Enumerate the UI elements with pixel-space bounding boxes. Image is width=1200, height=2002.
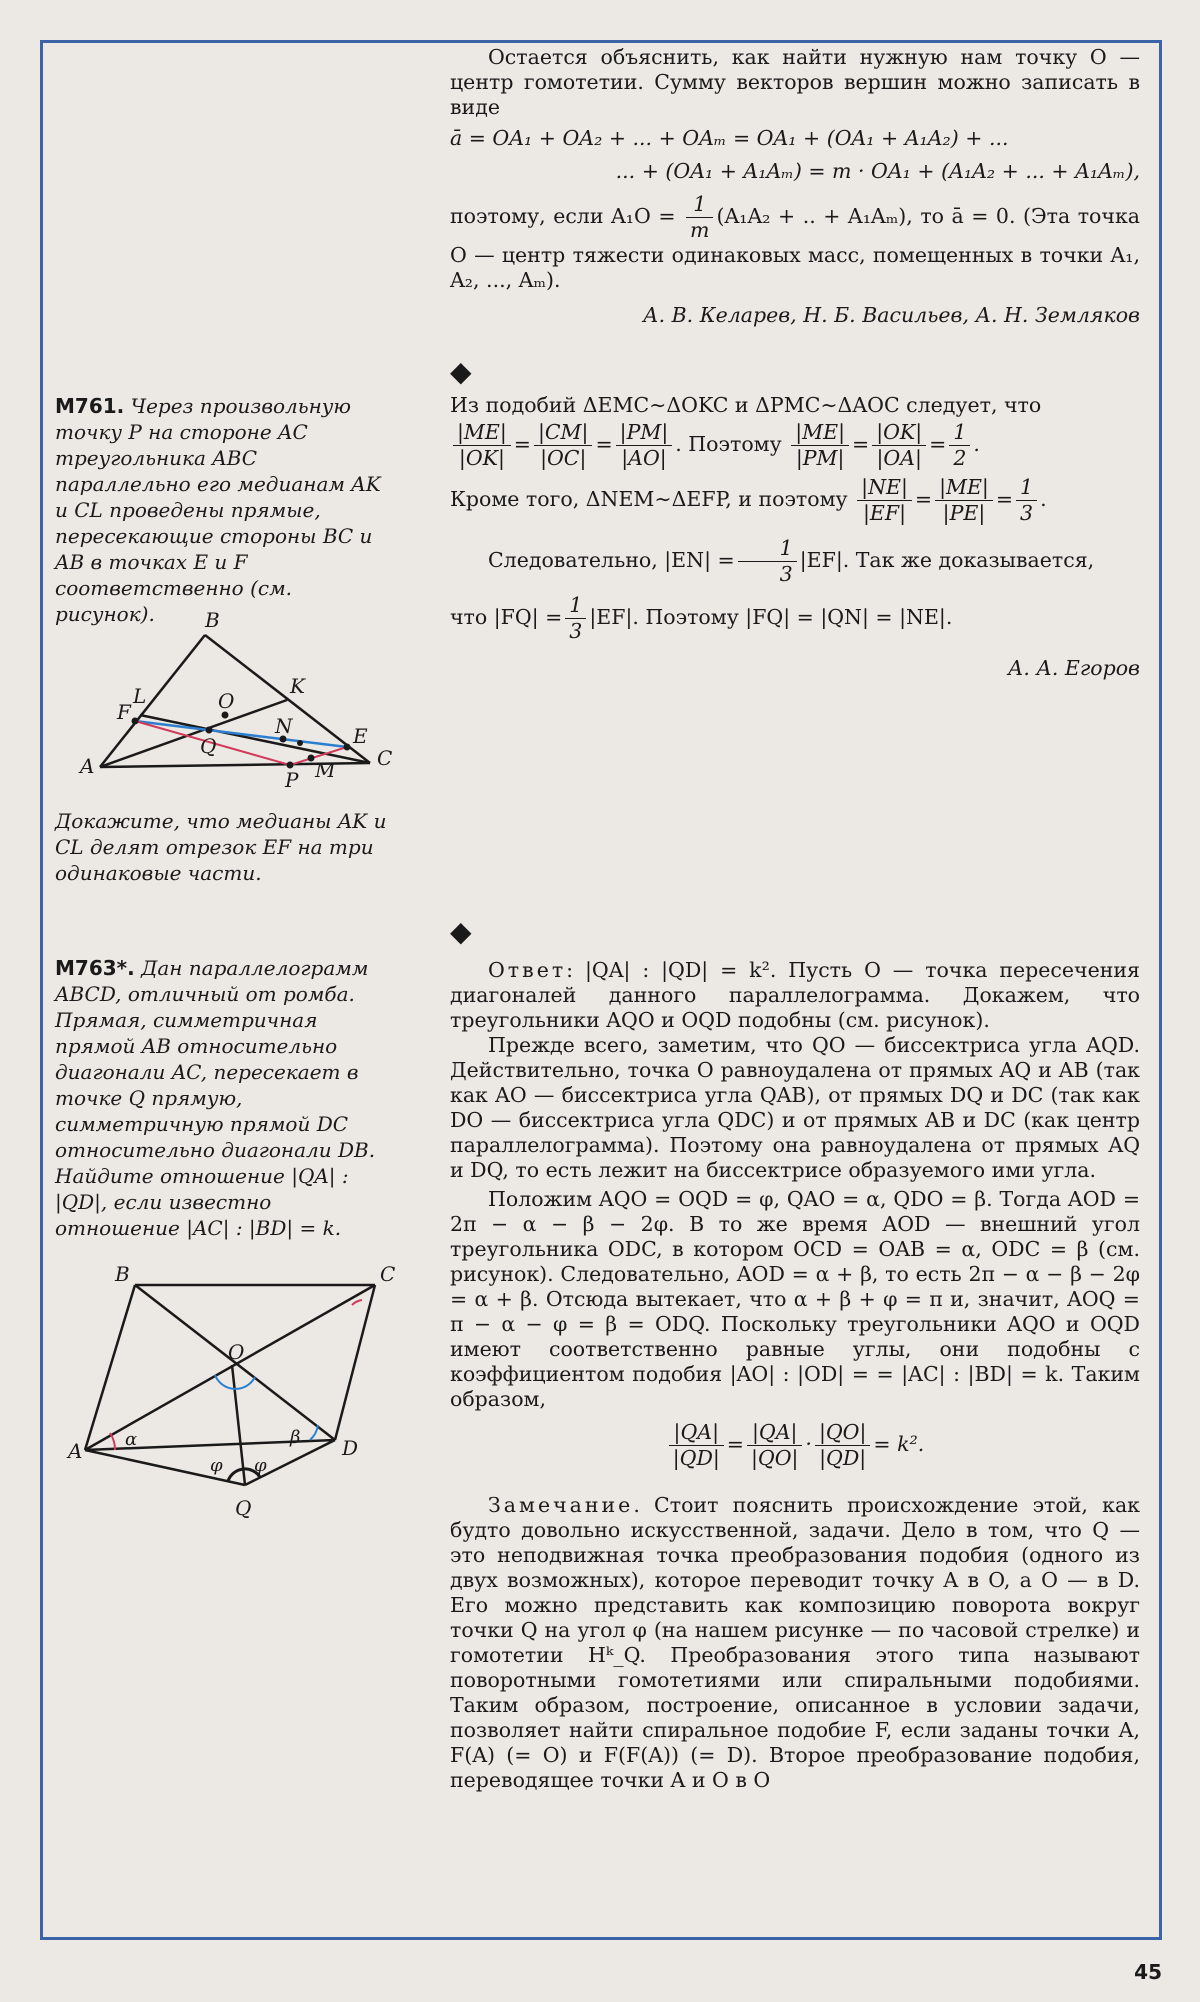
m763-answer: Ответ: |QA| : |QD| = k². Пусть O — точка пересечения диагоналей данного параллелограмма. Докажем, что треугольники AQO и OQD подобны (см. рисунок). (450, 958, 1140, 1032)
top-authors: А. В. Келарев, Н. Б. Васильев, А. Н. Земляков (643, 303, 1140, 327)
m761-sol-2: Кроме того, ΔNEM∼ΔEFP, и поэтому $\frac{|NE|}{|EF|}$ = $\frac{|ME|}{|PE|}$ = $\frac{1}{3}$ . (450, 475, 1047, 525)
m761-sol-4: что |FQ| = $\frac{1}{3}$ |EF|. Поэтому |FQ| = |QN| = |NE|. (450, 593, 953, 643)
equation-2: ... + (OA₁ + A₁Aₘ) = m · OA₁ + (A₁A₂ + ... + A₁Aₘ), (615, 159, 1140, 183)
m761-figure (75, 605, 415, 790)
svg-text:F: F (117, 700, 131, 724)
m763-text: Дан параллелограмм ABCD, отличный от ромба. Прямая, симметричная прямой AB относительно диагонали AC, пересекает в точке Q прямую, симметричную прямой DC относительно диагонали DB. Найдите отношение |QA| : |QD|, если известно отношение |AC| : |BD| = k. (55, 956, 376, 1240)
equation-1: ā = OA₁ + OA₂ + ... + OAₘ = OA₁ + (OA₁ + A₁A₂) + ... (450, 126, 1009, 150)
diamond-marker: ◆ (450, 355, 472, 388)
p2-start: поэтому, если A₁O = (450, 204, 684, 228)
svg-text:Q: Q (235, 1496, 252, 1520)
svg-text:φ: φ (254, 1455, 267, 1476)
m763-final-ratio: $\frac{|QA|}{|QD|}$ = $\frac{|QA|}{|QO|}$ · $\frac{|QO|}{|QD|}$ = k². (450, 1420, 1140, 1471)
m763-remark: Замечание. Стоит пояснить происхождение этой, как будто довольно искусственной, задачи. Дело в том, что Q — это неподвижная точка преобразования подобия (одного из двух возможных), которое переводит точку A в O, а O — в D. Его можно представить как композицию поворота вокруг точки Q на угол φ (на нашем рисунке — по часовой стрелке) и гомотетии Hᵏ_Q. Преобразования этого типа называют поворотными гомотетиями или спиральными подобиями. Таким образом, построение, описанное в условии задачи, позволяет найти спиральное подобие F, если заданы точки A, F(A) (= O) и F(F(A)) (= D). Второе преобразование подобия, переводящее точки A и O в O (450, 1493, 1140, 1792)
svg-text:N: N (275, 714, 293, 738)
svg-text:φ: φ (210, 1455, 223, 1476)
problem-m761 (55, 393, 397, 627)
m761-after: Докажите, что медианы AK и CL делят отрезок EF на три одинаковые части. (55, 809, 387, 885)
svg-text:K: K (290, 674, 305, 698)
svg-text:A: A (68, 1439, 83, 1463)
m761-id: М761. (55, 394, 125, 418)
svg-text:P: P (285, 768, 299, 792)
svg-text:β: β (290, 1427, 301, 1448)
m763-figure (68, 1262, 420, 1530)
svg-text:Q: Q (200, 734, 217, 758)
m761-text: Через произвольную точку P на стороне AC треугольника ABC параллельно его медианам AK и CL проведены прямые, пересекающие стороны BC и AB в точках E и F соответственно (см. рисунок). (55, 394, 381, 626)
m761-solution (450, 393, 1140, 681)
top-solution (450, 45, 1140, 328)
p2-end: (A₁A₂ + .. + A₁Aₘ), то ā = 0. (Эта точка O — центр тяжести одинаковых масс, помещенных в точки A₁, A₂, ..., Aₘ). (450, 204, 1140, 292)
m761-ratio-line: $\frac{|ME|}{|OK|}$ = $\frac{|CM|}{|OC|}$ = $\frac{|PM|}{|AO|}$ . Поэтому $\frac{|ME|}{|PM|}$ = $\frac{|OK|}{|OA|}$ = $\frac{1}{2}$ . (450, 420, 1140, 471)
m763-p2: Прежде всего, заметим, что QO — биссектриса угла AQD. Действительно, точка O равноудалена от прямых AQ и AB (так как AO — биссектриса угла QAB), от прямых DQ и DC (так как DO — биссектриса угла QDC) и от прямых AB и DC (как центр параллелограмма). Поэтому она равноудалена от прямых AQ и DQ, то есть лежит на биссектрисе образуемого ими угла. (450, 1033, 1140, 1182)
svg-text:O: O (218, 689, 235, 713)
svg-text:L: L (133, 684, 147, 708)
svg-text:M: M (315, 758, 336, 782)
top-paragraph-2 (450, 192, 1140, 293)
page-number: 45 (1134, 1960, 1162, 1984)
m761-sol-1: Из подобий ΔEMC∼ΔOKC и ΔPMC∼ΔAOC следует, что (450, 393, 1042, 417)
svg-text:C: C (380, 1262, 396, 1286)
svg-text:B: B (205, 608, 220, 632)
m763-p3: Положим AQO = OQD = φ, QAO = α, QDO = β. Тогда AOD = 2π − α − β − 2φ. В то же время AOD — внешний угол треугольника ODC, в котором OCD = OAB = α, ODC = β (см. рисунок). Следовательно, AOD = α + β, то есть 2π − α − β − 2φ = α + β. Отсюда вытекает, что α + β + φ = π и, значит, AOQ = π − α − φ = β = ODQ. Поскольку треугольники AQO и OQD имеют соответственно равные углы, они подобны с коэффициентом подобия |AO| : |OD| = = |AC| : |BD| = k. Таким образом, (450, 1187, 1140, 1411)
line-oq (232, 1365, 245, 1485)
fraction-1-over-m: $\frac{1}{m}$ (686, 192, 713, 243)
problem-m763 (55, 955, 397, 1241)
side-cd (335, 1285, 375, 1440)
svg-text:O: O (228, 1340, 245, 1364)
m761-author: А. А. Егоров (1007, 656, 1140, 680)
svg-text:E: E (353, 724, 368, 748)
svg-text:C: C (377, 746, 393, 770)
top-paragraph-1: Остается объяснить, как найти нужную нам точку O — центр гомотетии. Сумму векторов вершин можно записать в виде (450, 45, 1140, 119)
m763-id: М763*. (55, 956, 135, 980)
svg-text:α: α (125, 1429, 138, 1450)
svg-text:A: A (80, 754, 95, 778)
svg-text:D: D (342, 1436, 359, 1460)
diamond-marker: ◆ (450, 915, 472, 948)
m763-solution (450, 958, 1140, 1793)
m761-sol-3: Следовательно, |EN| = $\frac{1}{3}$ |EF|. Так же доказывается, (488, 536, 1095, 586)
svg-text:B: B (115, 1262, 130, 1286)
